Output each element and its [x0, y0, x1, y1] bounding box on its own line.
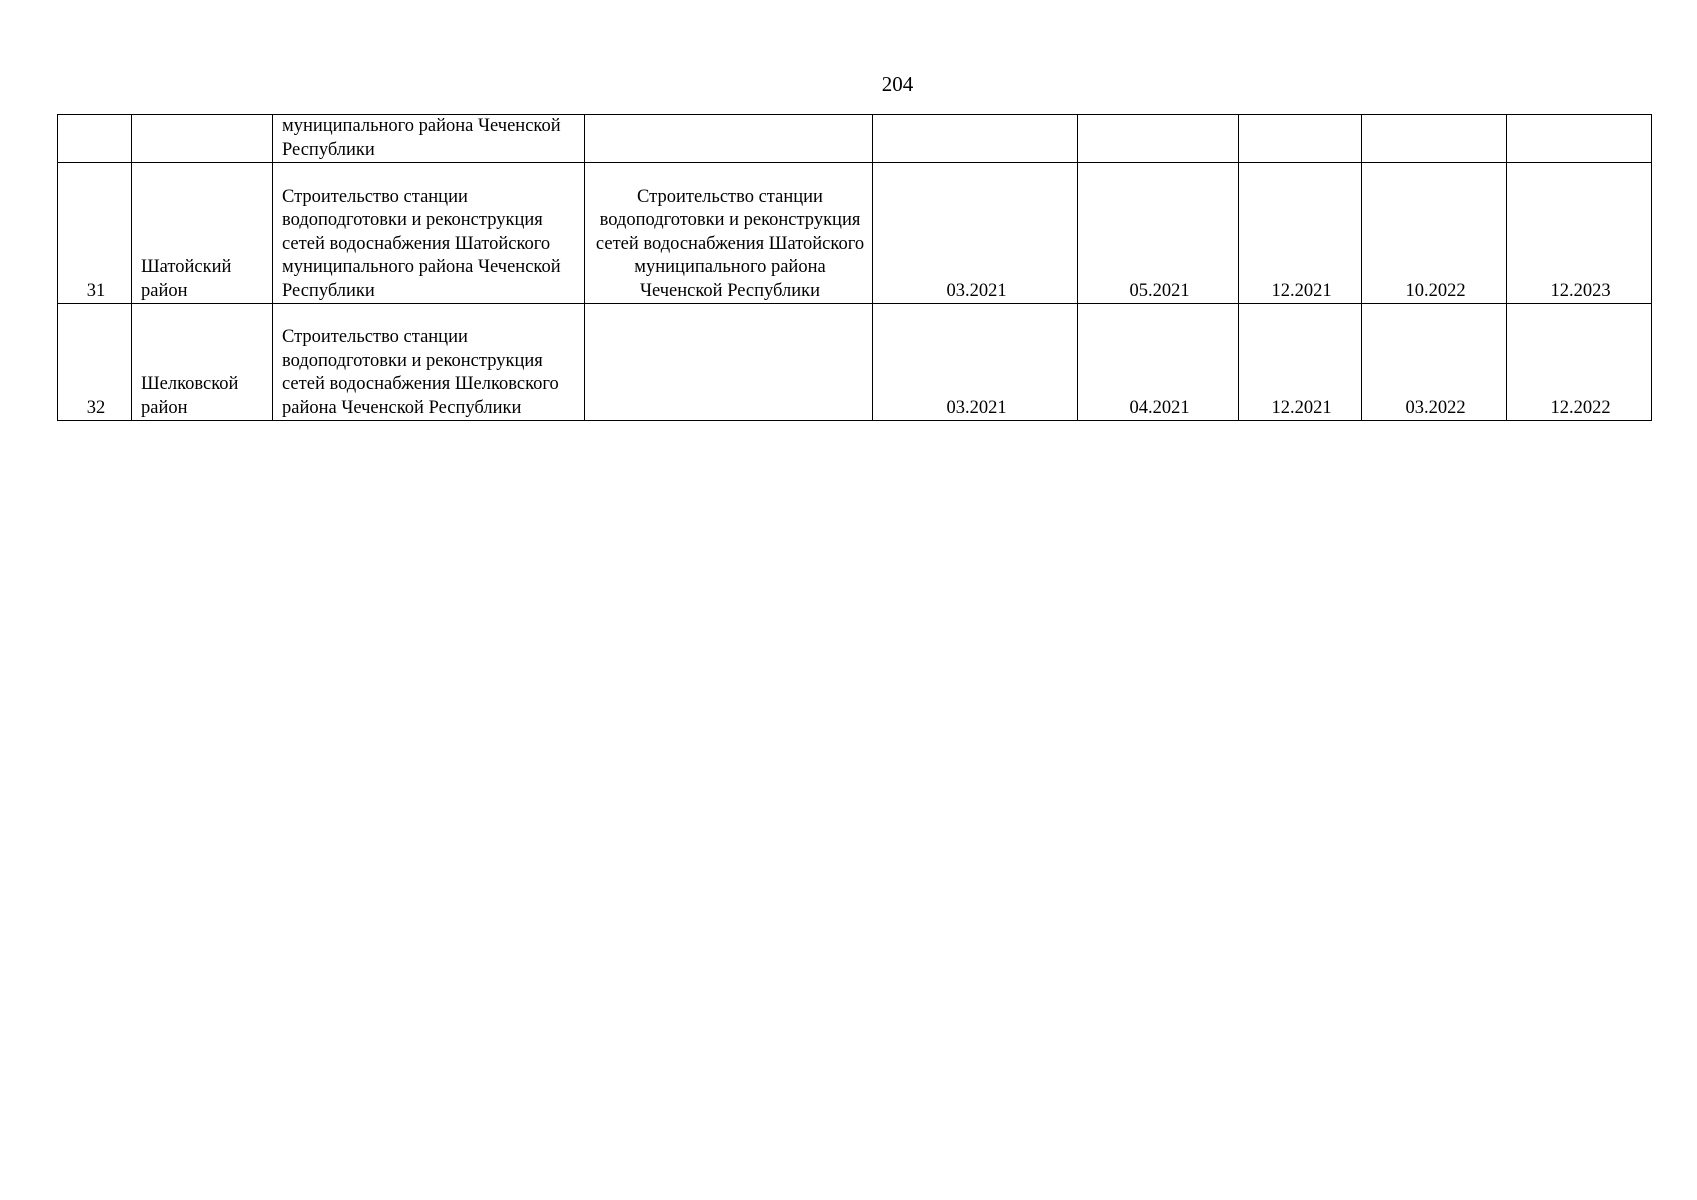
district-cell: Шелковской район [132, 304, 273, 421]
table-row [58, 304, 1652, 421]
date-cell-4: 10.2022 [1362, 163, 1507, 304]
date-cell-3: 12.2021 [1239, 304, 1362, 421]
page-number: 204 [881, 72, 914, 96]
object-cell [585, 115, 873, 163]
district-cell [132, 115, 273, 163]
date-cell-2 [1078, 115, 1239, 163]
object-cell: Строительство станции водоподготовки и реконструкция сетей водоснабжения Шатойского муниципального района Чеченской Республики [585, 163, 873, 304]
district-cell: Шатойский район [132, 163, 273, 304]
document-table [57, 114, 1652, 421]
project-cell: Строительство станции водоподготовки и реконструкция сетей водоснабжения Шелковского района Чеченской Республики [273, 304, 585, 421]
date-cell-4 [1362, 115, 1507, 163]
date-cell-1: 03.2021 [873, 304, 1078, 421]
date-cell-5: 12.2023 [1507, 163, 1652, 304]
project-cell: муниципального района Чеченской Республики [273, 115, 585, 163]
date-cell-1: 03.2021 [873, 163, 1078, 304]
date-cell-5 [1507, 115, 1652, 163]
row-number-cell: 32 [58, 304, 132, 421]
row-number-cell [58, 115, 132, 163]
date-cell-1 [873, 115, 1078, 163]
date-cell-2: 04.2021 [1078, 304, 1239, 421]
table-row [58, 163, 1652, 304]
date-cell-5: 12.2022 [1507, 304, 1652, 421]
object-cell [585, 304, 873, 421]
row-number-cell: 31 [58, 163, 132, 304]
date-cell-3 [1239, 115, 1362, 163]
project-cell: Строительство станции водоподготовки и реконструкция сетей водоснабжения Шатойского муниципального района Чеченской Республики [273, 163, 585, 304]
date-cell-2: 05.2021 [1078, 163, 1239, 304]
date-cell-3: 12.2021 [1239, 163, 1362, 304]
table-row [58, 115, 1652, 163]
date-cell-4: 03.2022 [1362, 304, 1507, 421]
